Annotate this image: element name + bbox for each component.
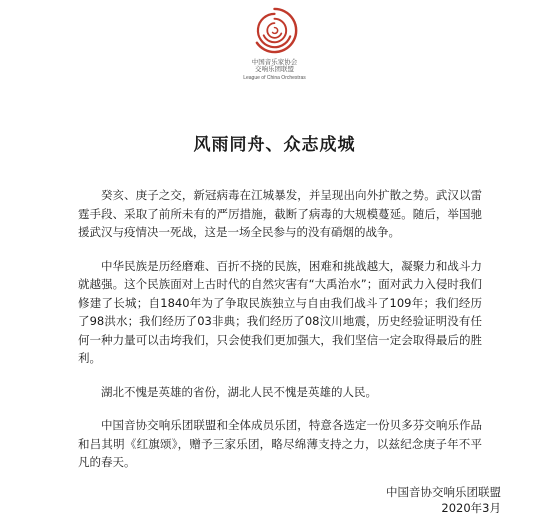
- org-name-cn-line2: 交响乐团联盟: [255, 65, 294, 73]
- org-name-cn: [0, 59, 549, 73]
- signature-block: [386, 484, 501, 516]
- org-name-cn-line1: 中国音乐家协会: [251, 58, 298, 66]
- page-title: 风雨同舟、众志成城: [193, 135, 356, 155]
- league-logo-icon: [250, 6, 299, 55]
- paragraph: 中华民族是历经磨难、百折不挠的民族，困难和挑战越大，凝聚力和战斗力就越强。这个民族面对上古时代的自然灾害有“大禹治水”；面对武力入侵时我们修建了长城；自1840年为了争取民族独立与自由我们战斗了109年；我们经历了98洪水；我们经历了03非典；我们经历了08汶川地震，历史经验证明没有任何一种力量可以击垮我们，只会使我们更加强大，我们坚信一定会取得最后的胜利。: [78, 258, 482, 365]
- paragraph: 癸亥、庚子之交，新冠病毒在江城暴发，并呈现出向外扩散之势。武汉以雷霆手段、采取了前所未有的严厉措施，截断了病毒的大规模蔓延。随后，举国驰援武汉与疫情决一死战，这是一场全民参与的没有硝烟的战争。: [78, 188, 482, 239]
- paragraph: 中国音协交响乐团联盟和全体成员乐团，特意各选定一份贝多芬交响乐作品和吕其明《红旗颂》，赠予三家乐团，略尽绵薄支持之力，以兹纪念庚子年不平凡的春天。: [78, 418, 482, 469]
- letter-body: [78, 186, 482, 487]
- org-name-en: League of China Orchestras: [243, 75, 306, 81]
- paragraph: 湖北不愧是英雄的省份，湖北人民不愧是英雄的人民。: [101, 384, 377, 399]
- signature-date: 2020年3月: [441, 501, 501, 515]
- signature-org: 中国音协交响乐团联盟: [386, 485, 501, 499]
